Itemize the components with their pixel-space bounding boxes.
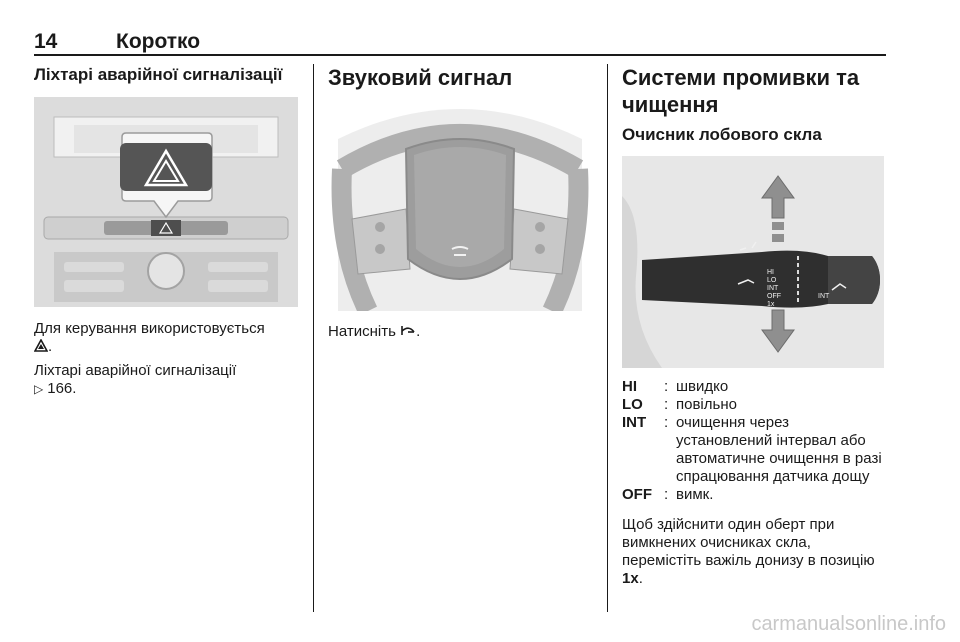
hazard-title: Ліхтарі аварійної сигналізації: [34, 65, 283, 84]
horn-instruction: Натисніть: [328, 323, 396, 340]
position-description: вимк.: [676, 486, 714, 503]
position-description: очищення через установлений інтервал або автоматичне очищення в разі спрацювання датчика дощу: [676, 414, 882, 485]
watermark: carmanualsonline.info: [751, 613, 946, 635]
wiper-lever-illustration: [622, 156, 884, 368]
single-wipe-position: 1x: [622, 570, 639, 587]
position-description: швидко: [676, 378, 729, 395]
list-item: HI : швидко: [622, 378, 886, 396]
lever-label-1x: 1x: [767, 301, 775, 308]
position-term: INT: [622, 414, 647, 431]
horn-section: Звуковий сигнал Натисніть .: [328, 64, 596, 341]
header-rule: [34, 54, 886, 56]
lever-label-int: INT: [767, 285, 779, 292]
steering-wheel-illustration: [328, 99, 592, 311]
washer-section: [622, 64, 886, 588]
position-term: LO: [622, 396, 643, 413]
washer-title: Системи промивки та чищення: [622, 65, 860, 117]
lever-label-hi: HI: [767, 269, 774, 276]
horn-title: Звуковий сигнал: [328, 65, 513, 90]
chapter-title: Коротко: [116, 30, 201, 53]
lever-label-lo: LO: [767, 277, 777, 284]
single-wipe-paragraph: Щоб здійснити один оберт при вимкнених очисниках скла, перемістіть важіль донизу в позицію 1x.: [622, 516, 875, 587]
list-item: INT : очищення через установлений інтервал або автоматичне очищення в разі спрацювання датчика дощу: [622, 414, 886, 486]
washer-subtitle: Очисник лобового скла: [622, 125, 822, 144]
column-divider: [607, 64, 608, 612]
list-item: LO : повільно: [622, 396, 886, 414]
horn-icon: [400, 324, 416, 337]
hazard-switch-illustration: [34, 97, 298, 307]
hazard-reference-page[interactable]: 166.: [47, 380, 77, 397]
wiper-positions-list: [622, 378, 886, 504]
position-term: HI: [622, 378, 637, 395]
reference-arrow-icon: ▷: [34, 382, 44, 396]
page-header: [34, 30, 886, 54]
hazard-instruction: Для керування використовується: [34, 320, 265, 337]
single-wipe-text: Щоб здійснити один оберт при вимкнених очисниках скла, перемістіть важіль донизу в позицію: [622, 516, 875, 569]
lever-label-int-ring: INT: [818, 293, 830, 300]
hazard-warning-icon: [34, 339, 48, 352]
lever-label-off: OFF: [767, 293, 781, 300]
hazard-section: Ліхтарі аварійної сигналізації Для керування використовується . Ліхтарі аварійної сигналізації ▷ 166.: [34, 64, 300, 398]
hazard-reference-label: Ліхтарі аварійної сигналізації: [34, 362, 237, 379]
list-item: OFF : вимк.: [622, 486, 886, 504]
column-divider: [313, 64, 314, 612]
position-term: OFF: [622, 486, 652, 503]
page-number: 14: [34, 30, 58, 53]
position-description: повільно: [676, 396, 737, 413]
